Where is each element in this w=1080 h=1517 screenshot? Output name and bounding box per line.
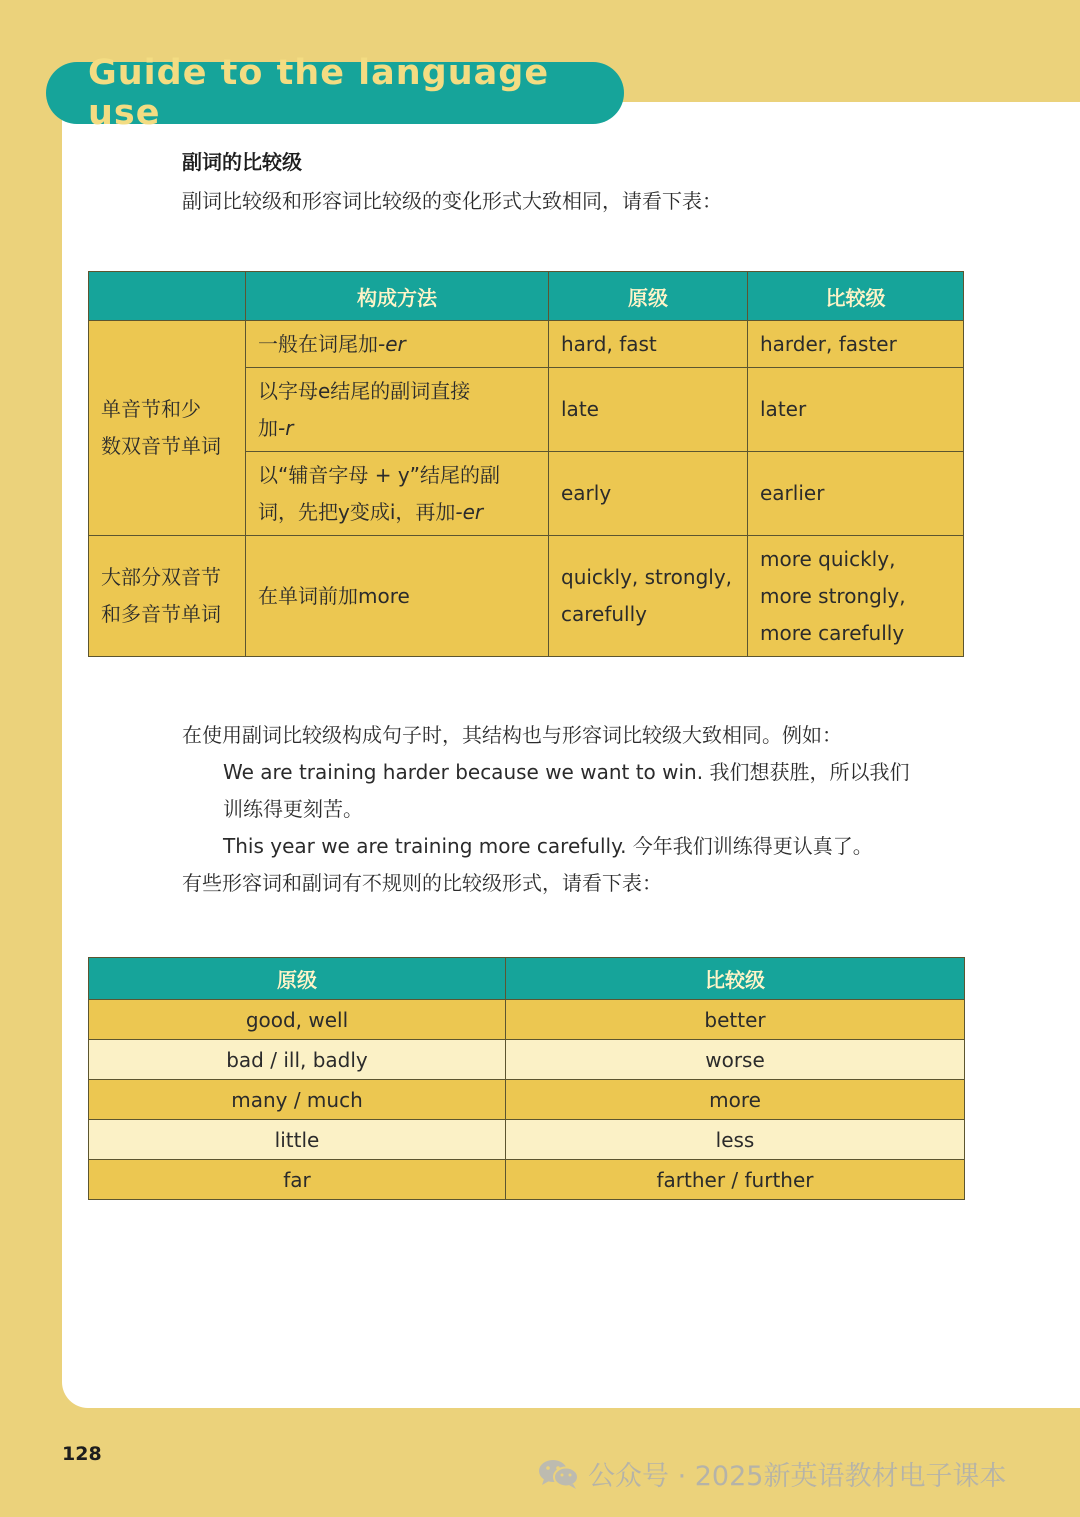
base-cell: bad / ill, badly: [89, 1040, 506, 1080]
section-heading: 副词的比较级: [182, 150, 302, 174]
comparative-cell: earlier: [748, 452, 964, 536]
watermark: [538, 1454, 1006, 1493]
example-2: This year we are training more carefully. 今年我们训练得更认真了。: [223, 834, 873, 858]
table-row: [89, 1000, 965, 1040]
comparative-cell: farther / further: [506, 1160, 965, 1200]
base-cell: hard, fast: [549, 321, 748, 368]
table-header-row: [89, 958, 965, 1000]
table-header-cell: 比较级: [506, 958, 965, 1000]
example-1-line-2: 训练得更刻苦。: [223, 797, 363, 821]
table-header-cell: 原级: [89, 958, 506, 1000]
base-cell: many / much: [89, 1080, 506, 1120]
base-cell: far: [89, 1160, 506, 1200]
section-banner: [46, 53, 624, 133]
comparative-cell: more quickly, more strongly, more carefully: [748, 536, 964, 657]
group-label-cell: 大部分双音节 和多音节单词: [89, 536, 246, 657]
wechat-icon: [538, 1457, 580, 1491]
base-cell: late: [549, 368, 748, 452]
table-row: [89, 1040, 965, 1080]
base-cell: quickly, strongly, carefully: [549, 536, 748, 657]
table-header-row: [89, 272, 964, 321]
comparative-cell: less: [506, 1120, 965, 1160]
adverb-comparative-table: [88, 271, 964, 657]
table-row: [89, 1160, 965, 1200]
comparative-cell: harder, faster: [748, 321, 964, 368]
method-cell: 一般在词尾加-er: [246, 321, 549, 368]
table-row: [89, 536, 964, 657]
comparative-cell: more: [506, 1080, 965, 1120]
watermark-text: 公众号 · 2025新英语教材电子课本: [588, 1461, 1007, 1492]
table-row: [89, 1120, 965, 1160]
example-1-line-1: We are training harder because we want to win. 我们想获胜，所以我们: [223, 760, 910, 784]
table-row: [89, 1080, 965, 1120]
table-header-cell: 构成方法: [246, 272, 549, 321]
table-header-cell: [89, 272, 246, 321]
group-label-cell: 单音节和少 数双音节单词: [89, 321, 246, 536]
base-cell: good, well: [89, 1000, 506, 1040]
paragraph-irregular: 有些形容词和副词有不规则的比较级形式，请看下表：: [182, 871, 662, 895]
banner-title: Guide to the language use: [88, 53, 550, 133]
method-cell: 以字母e结尾的副词直接 加-r: [246, 368, 549, 452]
comparative-cell: later: [748, 368, 964, 452]
intro-text: 副词比较级和形容词比较级的变化形式大致相同，请看下表：: [182, 189, 722, 213]
comparative-cell: worse: [506, 1040, 965, 1080]
method-cell: 在单词前加more: [246, 536, 549, 657]
method-cell: 以“辅音字母 + y”结尾的副 词，先把y变成i，再加-er: [246, 452, 549, 536]
table-header-cell: 原级: [549, 272, 748, 321]
base-cell: early: [549, 452, 748, 536]
page-number: 128: [62, 1443, 102, 1465]
comparative-cell: better: [506, 1000, 965, 1040]
base-cell: little: [89, 1120, 506, 1160]
irregular-comparative-table: [88, 957, 965, 1200]
paragraph-usage: 在使用副词比较级构成句子时，其结构也与形容词比较级大致相同。例如：: [182, 723, 842, 747]
table-row: [89, 321, 964, 368]
table-header-cell: 比较级: [748, 272, 964, 321]
